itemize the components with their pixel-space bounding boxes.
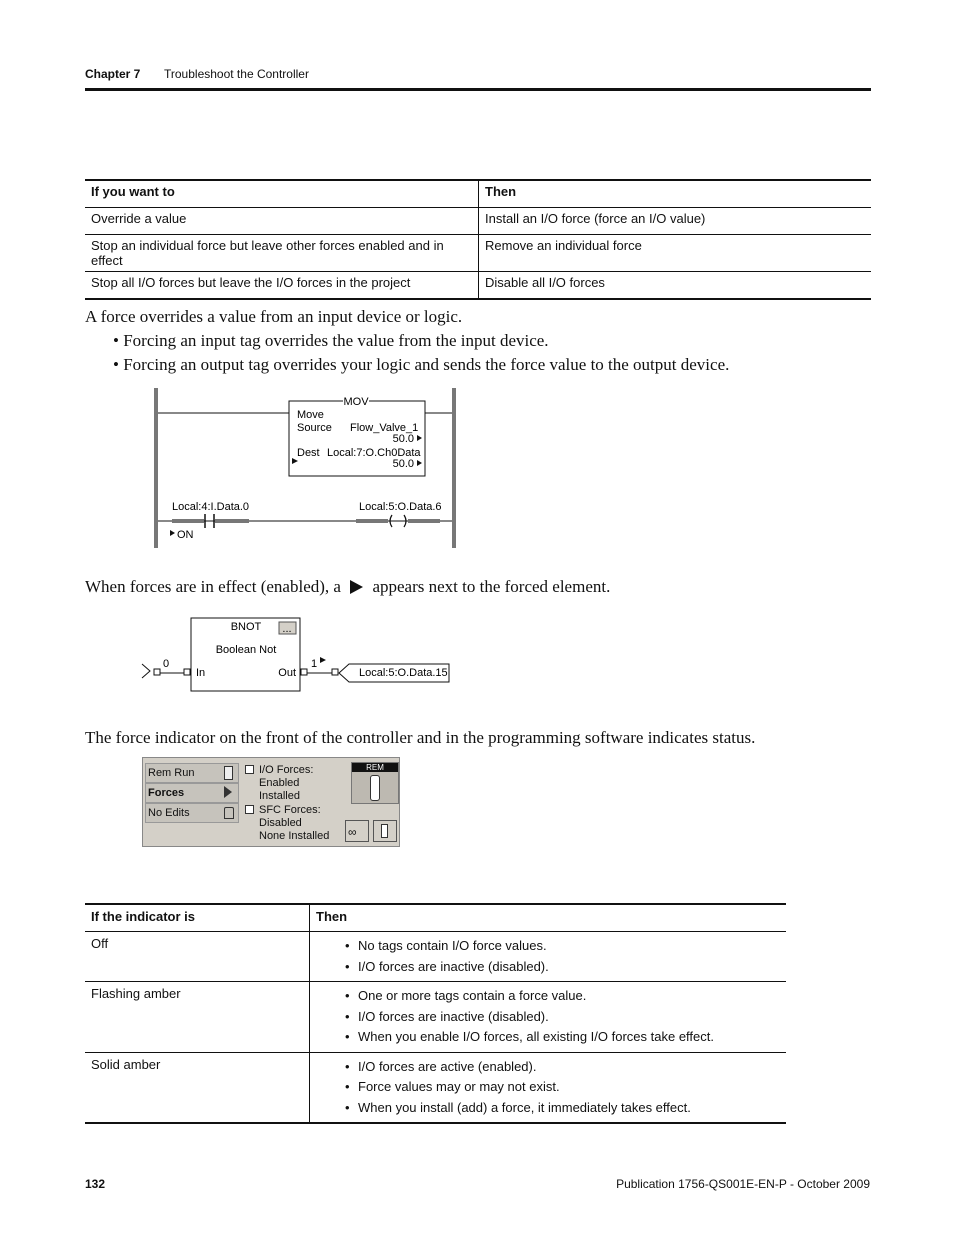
- force-triangle-icon: [350, 580, 363, 594]
- chapter-title: Troubleshoot the Controller: [164, 67, 309, 81]
- source-label: Source: [297, 422, 332, 434]
- io-forces-state: Enabled: [259, 777, 300, 789]
- table-header-row: [85, 180, 871, 208]
- chapter-label: Chapter 7: [85, 67, 141, 81]
- binoculars-icon: ∞: [348, 825, 357, 839]
- indicator-state: Solid amber: [85, 1052, 310, 1123]
- edits-label: No Edits: [148, 807, 190, 819]
- in-value: 0: [163, 658, 170, 670]
- table-row: [85, 1052, 786, 1123]
- contact-tag: Local:4:I.Data.0: [172, 501, 250, 513]
- forces-label: Forces: [148, 787, 185, 799]
- table-cell: Override a value: [85, 208, 479, 235]
- indicator-state: Flashing amber: [85, 982, 310, 1053]
- table-cell: Disable all I/O forces: [479, 272, 872, 300]
- ladder-diagram: [150, 386, 460, 552]
- io-forces-install: Installed: [259, 790, 300, 802]
- indicator-state: Off: [85, 932, 310, 982]
- list-item: • I/O forces are active (enabled).: [358, 1057, 780, 1078]
- indicator-meaning: [310, 982, 787, 1053]
- on-label: ON: [177, 529, 194, 541]
- indicator-status-table: [85, 903, 786, 1124]
- edits-indicator[interactable]: [145, 803, 239, 823]
- keyswitch-display: [351, 762, 399, 804]
- list-item: • One or more tags contain a force value.: [358, 986, 780, 1007]
- table-cell: Stop all I/O forces but leave the I/O forces in the project: [85, 272, 479, 300]
- table-row: [85, 982, 786, 1053]
- column-header: Then: [310, 904, 787, 932]
- table-row: [85, 932, 786, 982]
- table-header-row: [85, 904, 786, 932]
- block-description: Boolean Not: [215, 644, 277, 656]
- intro-paragraph: A force overrides a value from an input device or logic.: [85, 307, 463, 326]
- indicator-note: The force indicator on the front of the controller and in the programming software indicates status.: [85, 728, 756, 747]
- lock-icon: [224, 807, 234, 819]
- bullet-item: • Forcing an input tag overrides the value from the input device.: [113, 331, 549, 350]
- forces-note-after: appears next to the forced element.: [372, 577, 611, 596]
- list-item: • When you enable I/O forces, all existing I/O forces take effect.: [358, 1027, 780, 1048]
- bnot-title: BNOT: [230, 621, 262, 633]
- forces-dropdown-icon: [224, 786, 232, 798]
- coil-tag: Local:5:O.Data.6: [359, 501, 442, 513]
- function-block-diagram: [140, 615, 455, 695]
- table-cell: Stop an individual force but leave other forces enabled and in effect: [85, 235, 479, 272]
- table-cell: Remove an individual force: [479, 235, 872, 272]
- forces-detail-area: [239, 758, 399, 846]
- publication-info: Publication 1756-QS001E-EN-P - October 2009: [616, 1177, 870, 1191]
- force-actions-table: [85, 179, 871, 300]
- out-value: 1: [311, 658, 318, 670]
- properties-button-label: ...: [282, 623, 292, 635]
- controller-mode-icon: [224, 766, 233, 780]
- in-pin-label: In: [196, 667, 206, 679]
- controller-status-panel: [142, 757, 400, 847]
- header-rule: [85, 88, 871, 91]
- key-icon: [370, 775, 380, 801]
- column-header: Then: [479, 180, 872, 208]
- list-item: • I/O forces are inactive (disabled).: [358, 957, 780, 978]
- force-indicator-icon: [320, 657, 326, 663]
- switch-icon: [381, 824, 388, 838]
- io-forces-checkbox[interactable]: [245, 765, 254, 774]
- mode-indicator[interactable]: [145, 763, 239, 783]
- column-header: If you want to: [85, 180, 479, 208]
- forces-indicator[interactable]: [145, 783, 239, 803]
- out-pin-label: Out: [278, 667, 296, 679]
- bullet-item: • Forcing an output tag overrides your logic and sends the force value to the output device.: [113, 355, 730, 374]
- indicator-meaning: [310, 1052, 787, 1123]
- source-value: 50.0: [392, 433, 414, 445]
- right-rail: [452, 388, 456, 548]
- table-row: [85, 272, 871, 300]
- column-header: If the indicator is: [85, 904, 310, 932]
- sfc-forces-title: SFC Forces:: [259, 804, 321, 816]
- io-forces-title: I/O Forces:: [259, 764, 314, 776]
- dest-tag: Local:7:O.Ch0Data: [327, 447, 421, 459]
- mode-label: Rem Run: [148, 767, 195, 779]
- sfc-forces-install: None Installed: [259, 830, 330, 842]
- list-item: • No tags contain I/O force values.: [358, 936, 780, 957]
- input-reference-icon: [142, 664, 150, 678]
- left-rail: [154, 388, 158, 548]
- list-item: • I/O forces are inactive (disabled).: [358, 1007, 780, 1028]
- keyswitch-button[interactable]: [373, 820, 397, 842]
- mov-title: MOV: [343, 396, 369, 408]
- indicator-meaning: [310, 932, 787, 982]
- sfc-forces-state: Disabled: [259, 817, 302, 829]
- keyswitch-label: REM: [352, 763, 398, 772]
- sfc-forces-checkbox[interactable]: [245, 805, 254, 814]
- find-forces-button[interactable]: [345, 820, 369, 842]
- table-row: [85, 235, 871, 272]
- source-tag: Flow_Valve_1: [350, 422, 419, 434]
- list-item: • When you install (add) a force, it immediately takes effect.: [358, 1098, 780, 1119]
- dest-label: Dest: [297, 447, 320, 459]
- dest-value: 50.0: [392, 458, 414, 470]
- table-cell: Install an I/O force (force an I/O value): [479, 208, 872, 235]
- page-number: 132: [85, 1177, 106, 1191]
- out-tag: Local:5:O.Data.15: [359, 667, 448, 679]
- forces-note-before: When forces are in effect (enabled), a: [85, 577, 341, 596]
- force-indicator-icon: [170, 530, 175, 536]
- table-row: [85, 208, 871, 235]
- move-label: Move: [297, 409, 324, 421]
- list-item: • Force values may or may not exist.: [358, 1077, 780, 1098]
- forces-note: [85, 577, 610, 597]
